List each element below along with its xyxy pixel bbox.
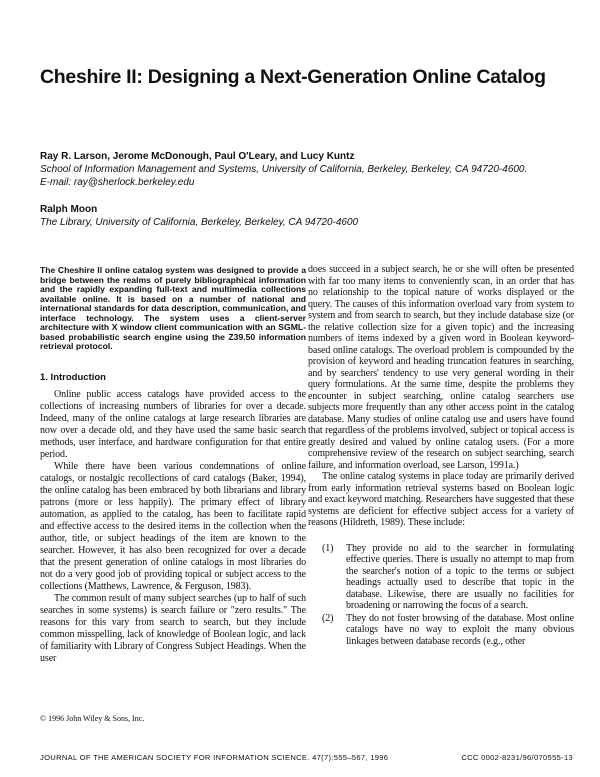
list-text: They provide no aid to the searcher in formulating effective queries. There is usually no attempt to map from the searcher's notion of a topic to the terms or subject headings actually used to describe that topic in the database. Likewise, there are usually no facilities for broadening or narrowing the focus of a search.	[346, 542, 574, 611]
author-block	[40, 150, 580, 229]
body-paragraph: The common result of many subject searches (up to half of such searches in some systems) is search failure or "zero results." The reasons for this vary from search to search, but they include common misspelling, lack of knowledge of Boolean logic, and lack of familiarity with Library of Congress Subject Headings. When the user	[40, 593, 306, 664]
list-number: (2)	[322, 612, 334, 624]
body-paragraph: The online catalog systems in place today are primarily derived from early information retrieval systems based on Boolean logic and exact keyword matching. Researchers have suggested that these systems are deficient for effective subject access for a variety of reasons (Hildreth, 1989). These include:	[308, 471, 574, 528]
list-text: They do not foster browsing of the database. Most online catalogs have no way to exploit the many obvious linkages between database records (e.g., other	[346, 612, 574, 647]
page-footer	[40, 753, 573, 762]
author-names: Ray R. Larson, Jerome McDonough, Paul O'Leary, and Lucy Kuntz	[40, 151, 355, 162]
author-affiliation: The Library, University of California, Berkeley, Berkeley, CA 94720-4600	[40, 217, 359, 228]
body-paragraph: Online public access catalogs have provided access to the collections of increasing numbers of libraries for over a decade. Indeed, many of the online catalogs at large research libraries are now over a decade old, and they have used the same basic search methods, user interface, and hardware configuration for that entire period.	[40, 389, 306, 460]
ccc-code: CCC 0002-8231/96/070555-13	[461, 753, 573, 762]
author-group-2	[40, 203, 580, 229]
left-column	[40, 389, 306, 665]
journal-citation: JOURNAL OF THE AMERICAN SOCIETY FOR INFORMATION SCIENCE. 47(7):555–567, 1996	[40, 753, 389, 762]
section-heading: 1. Introduction	[40, 372, 106, 383]
author-affiliation: School of Information Management and Systems, University of California, Berkeley, Berkeley, CA 94720-4600.	[40, 164, 528, 175]
author-group-1	[40, 150, 580, 189]
list-item	[308, 543, 574, 612]
copyright-notice: © 1996 John Wiley & Sons, Inc.	[40, 714, 145, 723]
list-number: (1)	[322, 542, 334, 554]
abstract: The Cheshire II online catalog system was designed to provide a bridge between the realms of purely bibliographical information and the rapidly expanding full-text and multimedia collections available online. It is based on a number of national and international standards for data description, communication, and interface technology. The system uses a client-server architecture with X window client communication with an SGML-based probabilistic search engine using the Z39.50 information retrieval protocol.	[40, 265, 306, 351]
body-paragraph: While there have been various condemnations of online catalogs, or nostalgic recollections of card catalogs (Baker, 1994), the online catalog has been embraced by both librarians and library patrons (more or less happily). The primary effect of library automation, as applied to the catalog, has been to facilitate rapid and effective access to the desired items in the collection when the author, title, or subject headings of the item are known to the searcher. However, it has also been recognized for over a decade that the present generation of online catalogs in most libraries do not do a very good job of providing topical or subject access to the collections (Matthews, Lawrence, & Ferguson, 1983).	[40, 461, 306, 592]
paper-title: Cheshire II: Designing a Next-Generation Online Catalog	[40, 66, 546, 88]
body-paragraph: does succeed in a subject search, he or she will often be presented with far too many items to conveniently scan, in an order that has no relationship to the topical nature of works displayed or the query. The causes of this information overload vary from system to system and from search to search, but they include database size (or the relative collection size for a given topic) and the increasing numbers of items indexed by a given word in Boolean keyword-based online catalogs. The overload problem is compounded by the provision of keyword and heading truncation features in searching, and by searchers' tendency to use very general wording in their query formulations. At the same time, despite the problems they encounter in subject searching, online catalog searchers use subjects more frequently than any other access point in the catalog database. Many studies of online catalog use and users have found that regardless of the problems involved, subject or topical access is greatly desired and valued by online catalog users. (For a more comprehensive review of the research on subject searching, search failure, and information overload, see Larson, 1991a.)	[308, 264, 574, 471]
numbered-list	[308, 543, 574, 648]
right-column	[308, 264, 574, 648]
author-names: Ralph Moon	[40, 204, 98, 215]
list-item	[308, 613, 574, 648]
author-email: E-mail: ray@sherlock.berkeley.edu	[40, 177, 195, 188]
